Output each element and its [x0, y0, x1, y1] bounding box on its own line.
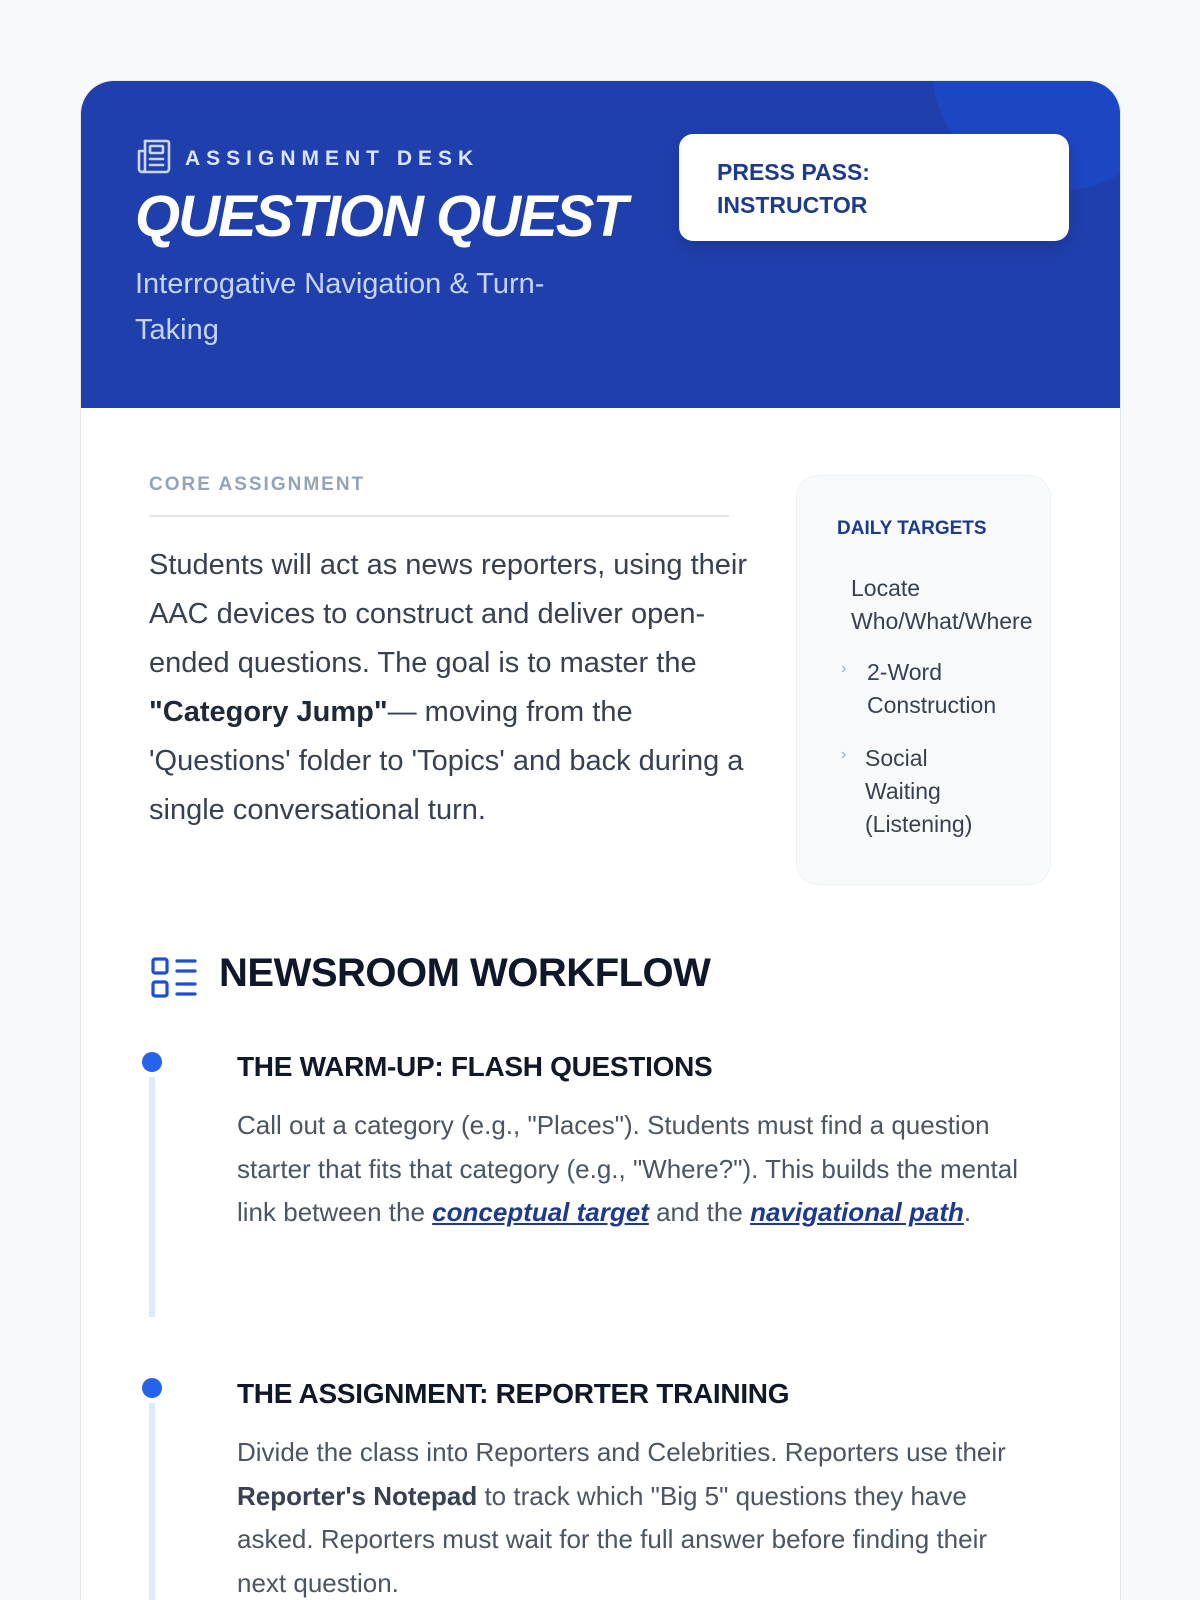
target-item: Locate Who/What/Where [851, 575, 1033, 634]
press-pass-label: PRESS PASS: INSTRUCTOR [717, 159, 870, 218]
daily-targets-title: DAILY TARGETS [837, 518, 987, 539]
intro-text-part: — moving from the 'Questions' folder to 'Topics' and back during a single conversational turn. [149, 696, 744, 826]
core-assignment-text [149, 541, 749, 835]
header-banner [81, 81, 1120, 408]
navigational-path-link[interactable]: navigational path [750, 1197, 964, 1227]
eyebrow [135, 137, 479, 180]
daily-targets-panel [796, 475, 1051, 885]
step-text-part: to track which "Big 5" questions they have asked. Reporters must wait for the full answer before finding their next question. [237, 1480, 988, 1598]
lesson-card [80, 80, 1121, 1600]
timeline-dot [142, 1378, 162, 1398]
step-body [237, 1431, 1037, 1600]
page-subtitle: Interrogative Navigation & Turn-Taking [135, 268, 545, 346]
step-text-part: . [963, 1197, 972, 1227]
target-item: 2-Word Construction [867, 659, 997, 718]
chevron-right-icon: › [841, 746, 847, 763]
list-icon [149, 955, 199, 1006]
step-body [237, 1104, 1027, 1235]
divider [149, 515, 729, 517]
eyebrow-label: ASSIGNMENT DESK [185, 146, 480, 170]
chevron-right-icon: › [841, 660, 847, 677]
press-pass-badge [679, 134, 1069, 241]
step-text-part: Divide the class into Reporters and Celebrities. Reporters use their [237, 1437, 1006, 1467]
page-title: QUESTION QUEST [135, 184, 626, 249]
target-item: Social Waiting (Listening) [865, 745, 973, 837]
step-title: THE WARM-UP: FLASH QUESTIONS [237, 1051, 713, 1082]
conceptual-target-link[interactable]: conceptual target [432, 1197, 649, 1227]
step-text-part: and the [648, 1197, 751, 1227]
category-jump-emphasis: "Category Jump" [149, 696, 388, 728]
intro-text-part: Students will act as news reporters, using their AAC devices to construct and deliver open-ended questions. The goal is to master the [149, 549, 747, 679]
step-text-part: Call out a category (e.g., "Places"). Students must find a question starter that fits that category (e.g., "Where?"). This builds the mental link between the [237, 1110, 1018, 1227]
timeline-dot [142, 1052, 162, 1072]
workflow-title: NEWSROOM WORKFLOW [219, 951, 711, 995]
reporters-notepad-emphasis: Reporter's Notepad [237, 1480, 478, 1511]
timeline-line [149, 1403, 155, 1600]
step-title: THE ASSIGNMENT: REPORTER TRAINING [237, 1378, 790, 1409]
newspaper-icon [135, 137, 173, 180]
core-assignment-label: CORE ASSIGNMENT [149, 474, 366, 495]
timeline-line [149, 1077, 155, 1317]
